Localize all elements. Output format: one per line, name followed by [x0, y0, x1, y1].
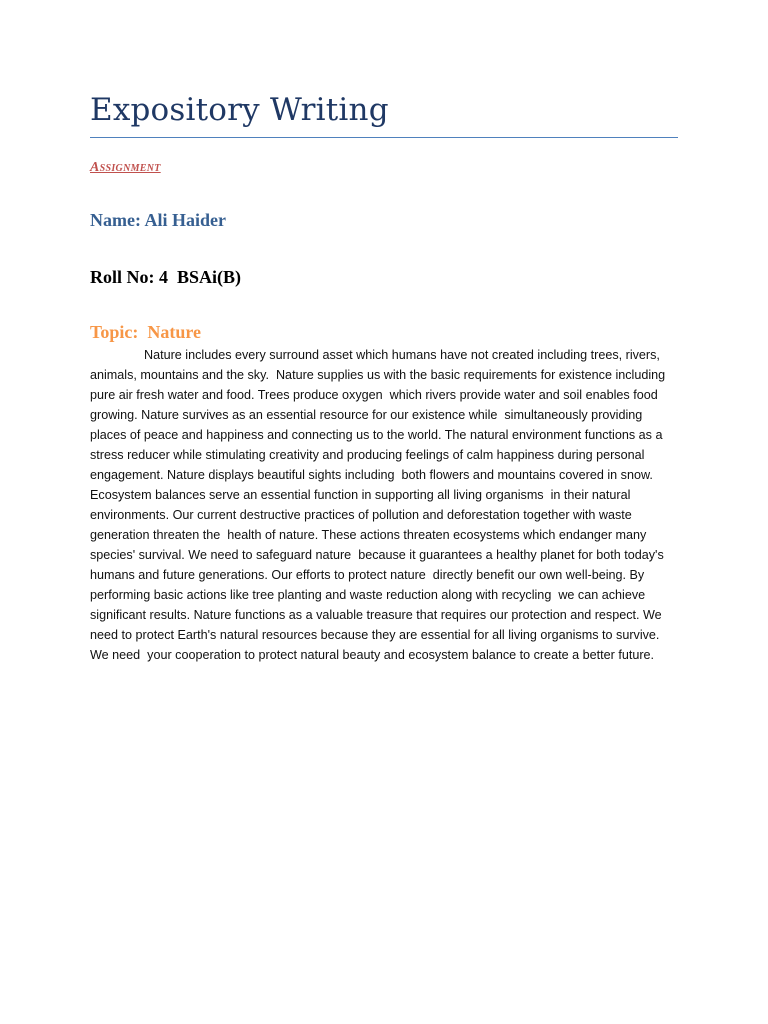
student-name: Name: Ali Haider: [90, 210, 226, 230]
essay-paragraph: Nature includes every surround asset which humans have not created including trees, rivers, animals, mountains and the sky. Nature supplies us with the basic requirements for existence including pure air fresh water and food. Trees produce oxygen which rivers provide water and soil enables food growing. Nature survives as an essential resource for our existence while simultaneously providing places of peace and happiness and connecting us to the world. The natural environment functions as a stress reducer while stimulating creativity and producing feelings of calm happiness during personal engagement. Nature displays beautiful sights including both flowers and mountains covered in snow. Ecosystem balances serve an essential function in supporting all living organisms in their natural environments. Our current destructive practices of pollution and deforestation together with waste generation threaten the health of nature. These actions threaten ecosystems which endanger many species' survival. We need to safeguard nature because it guarantees a healthy planet for both today's humans and future generations. Our efforts to protect nature directly benefit our own well-being. By performing basic actions like tree planting and waste reduction along with recycling we can achieve significant results. Nature functions as a valuable treasure that requires our protection and respect. We need to protect Earth's natural resources because they are essential for all living organisms to survive. We need your cooperation to protect natural beauty and ecosystem balance to create a better future.: [90, 348, 669, 662]
document-subtitle: Assignment: [90, 160, 161, 175]
title-divider: [90, 137, 678, 138]
roll-number: Roll No: 4 BSAi(B): [90, 267, 242, 287]
document-title: Expository Writing: [90, 92, 389, 128]
topic-heading: Topic: Nature: [90, 322, 202, 342]
